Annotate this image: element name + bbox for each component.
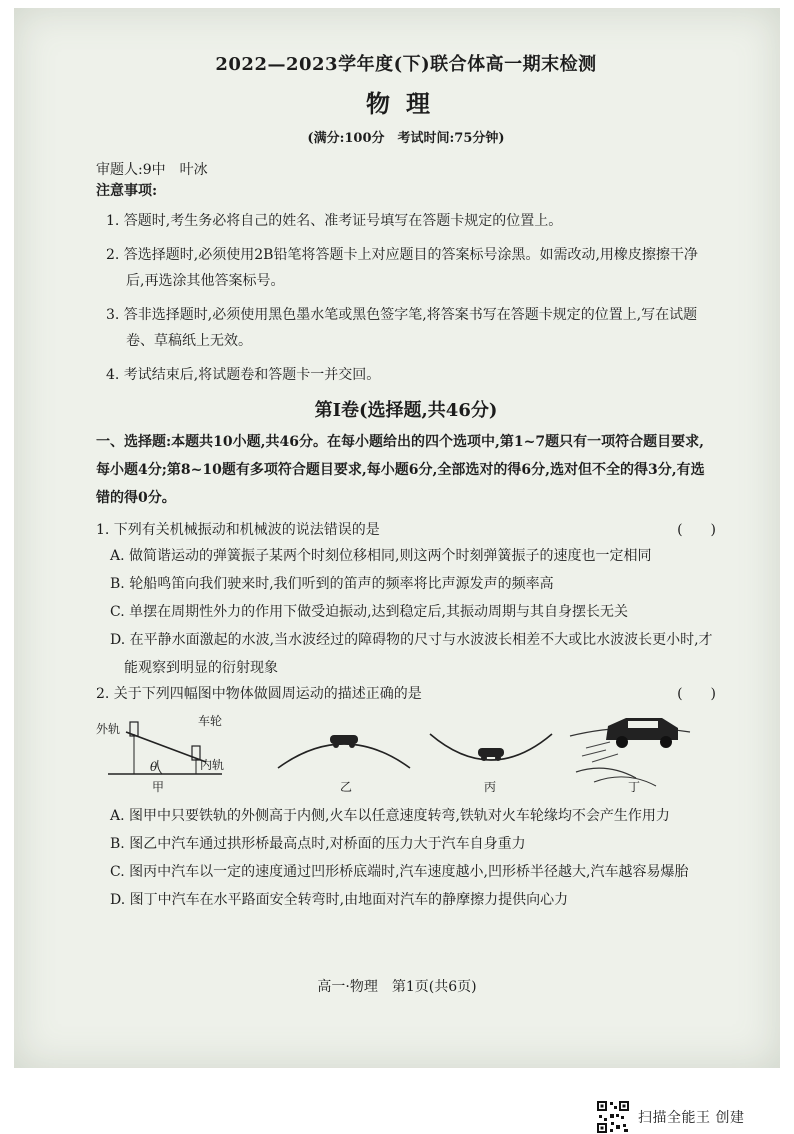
notice-item: 4. 考试结束后,将试题卷和答题卡一并交回。 — [106, 367, 381, 383]
page-content — [96, 50, 716, 914]
label-jia: 甲 — [152, 780, 165, 794]
option-b: B. 图乙中汽车通过拱形桥最高点时,对桥面的压力大于汽车自身重力 — [110, 836, 526, 852]
label-outer-rail: 外轨 — [96, 722, 121, 736]
option-c: C. 单摆在周期性外力的作用下做受迫振动,达到稳定后,其振动周期与其自身摆长无关 — [110, 604, 629, 620]
subject-title: 物理 — [366, 89, 446, 118]
question-1 — [96, 518, 716, 682]
label-inner-rail: 内轨 — [200, 758, 225, 772]
page-footer: 高一·物理 第1页(共6页) — [317, 979, 477, 995]
exam-title: 2022—2023学年度(下)联合体高一期末检测 — [215, 54, 597, 75]
label-theta: θ — [150, 760, 158, 774]
answer-bracket: ( ) — [677, 686, 716, 702]
label-wheel: 车轮 — [198, 714, 223, 728]
label-bing: 丙 — [484, 780, 497, 794]
exam-meta: (满分:100分 考试时间:75分钟) — [307, 131, 505, 146]
answer-bracket: ( ) — [677, 522, 716, 538]
question-stem: 1. 下列有关机械振动和机械波的说法错误的是 — [96, 522, 380, 538]
section-intro: 一、选择题:本题共10小题,共46分。在每小题给出的四个选项中,第1~7题只有一项符合题目要求,每小题4分;第8~10题有多项符合题目要求,每小题6分,全部选对的得6分,选对但不全的得3分,有选错的得0分。 — [96, 434, 705, 506]
question-2 — [96, 682, 716, 914]
option-d: D. 图丁中汽车在水平路面安全转弯时,由地面对汽车的静摩擦力提供向心力 — [110, 892, 569, 908]
question-stem: 2. 关于下列四幅图中物体做圆周运动的描述正确的是 — [96, 686, 422, 702]
concave-bridge-car-diagram — [426, 712, 556, 778]
notice-item: 2. 答选择题时,必须使用2B铅笔将答题卡上对应题目的答案标号涂黑。如需改动,用橡皮擦擦干净后,再选涂其他答案标号。 — [106, 247, 698, 289]
notice-list — [96, 208, 716, 388]
option-a: A. 图甲中只要铁轨的外侧高于内侧,火车以任意速度转弯,铁轨对火车轮缘均不会产生作用力 — [110, 808, 670, 824]
qr-code-icon — [596, 1100, 630, 1134]
option-a: A. 做简谐运动的弹簧振子某两个时刻位移相同,则这两个时刻弹簧振子的速度也一定相同 — [110, 548, 652, 564]
car-turning-road-diagram — [566, 712, 696, 788]
section-title: 第Ⅰ卷(选择题,共46分) — [314, 400, 498, 421]
notice-item: 1. 答题时,考生务必将自己的姓名、准考证号填写在答题卡规定的位置上。 — [106, 213, 563, 229]
scanner-label: 扫描全能王 创建 — [638, 1110, 745, 1126]
option-b: B. 轮船鸣笛向我们驶来时,我们听到的笛声的频率将比声源发声的频率高 — [110, 576, 554, 592]
option-c: C. 图丙中汽车以一定的速度通过凹形桥底端时,汽车速度越小,凹形桥半径越大,汽车越容易爆胎 — [110, 864, 689, 880]
q2-figures — [96, 712, 716, 794]
notice-title: 注意事项: — [96, 183, 158, 199]
label-ding: 丁 — [628, 780, 641, 794]
scanner-watermark — [596, 1100, 744, 1134]
notice-item: 3. 答非选择题时,必须使用黑色墨水笔或黑色签字笔,将答案书写在答题卡规定的位置上,写在试题卷、草稿纸上无效。 — [106, 307, 698, 349]
arch-bridge-car-diagram — [274, 712, 414, 778]
label-yi: 乙 — [340, 780, 353, 794]
reviewer: 审题人:9中 叶冰 — [96, 162, 208, 178]
option-d: D. 在平静水面激起的水波,当水波经过的障碍物的尺寸与水波波长相差不大或比水波波长更小时,才能观察到明显的衍射现象 — [110, 632, 713, 676]
